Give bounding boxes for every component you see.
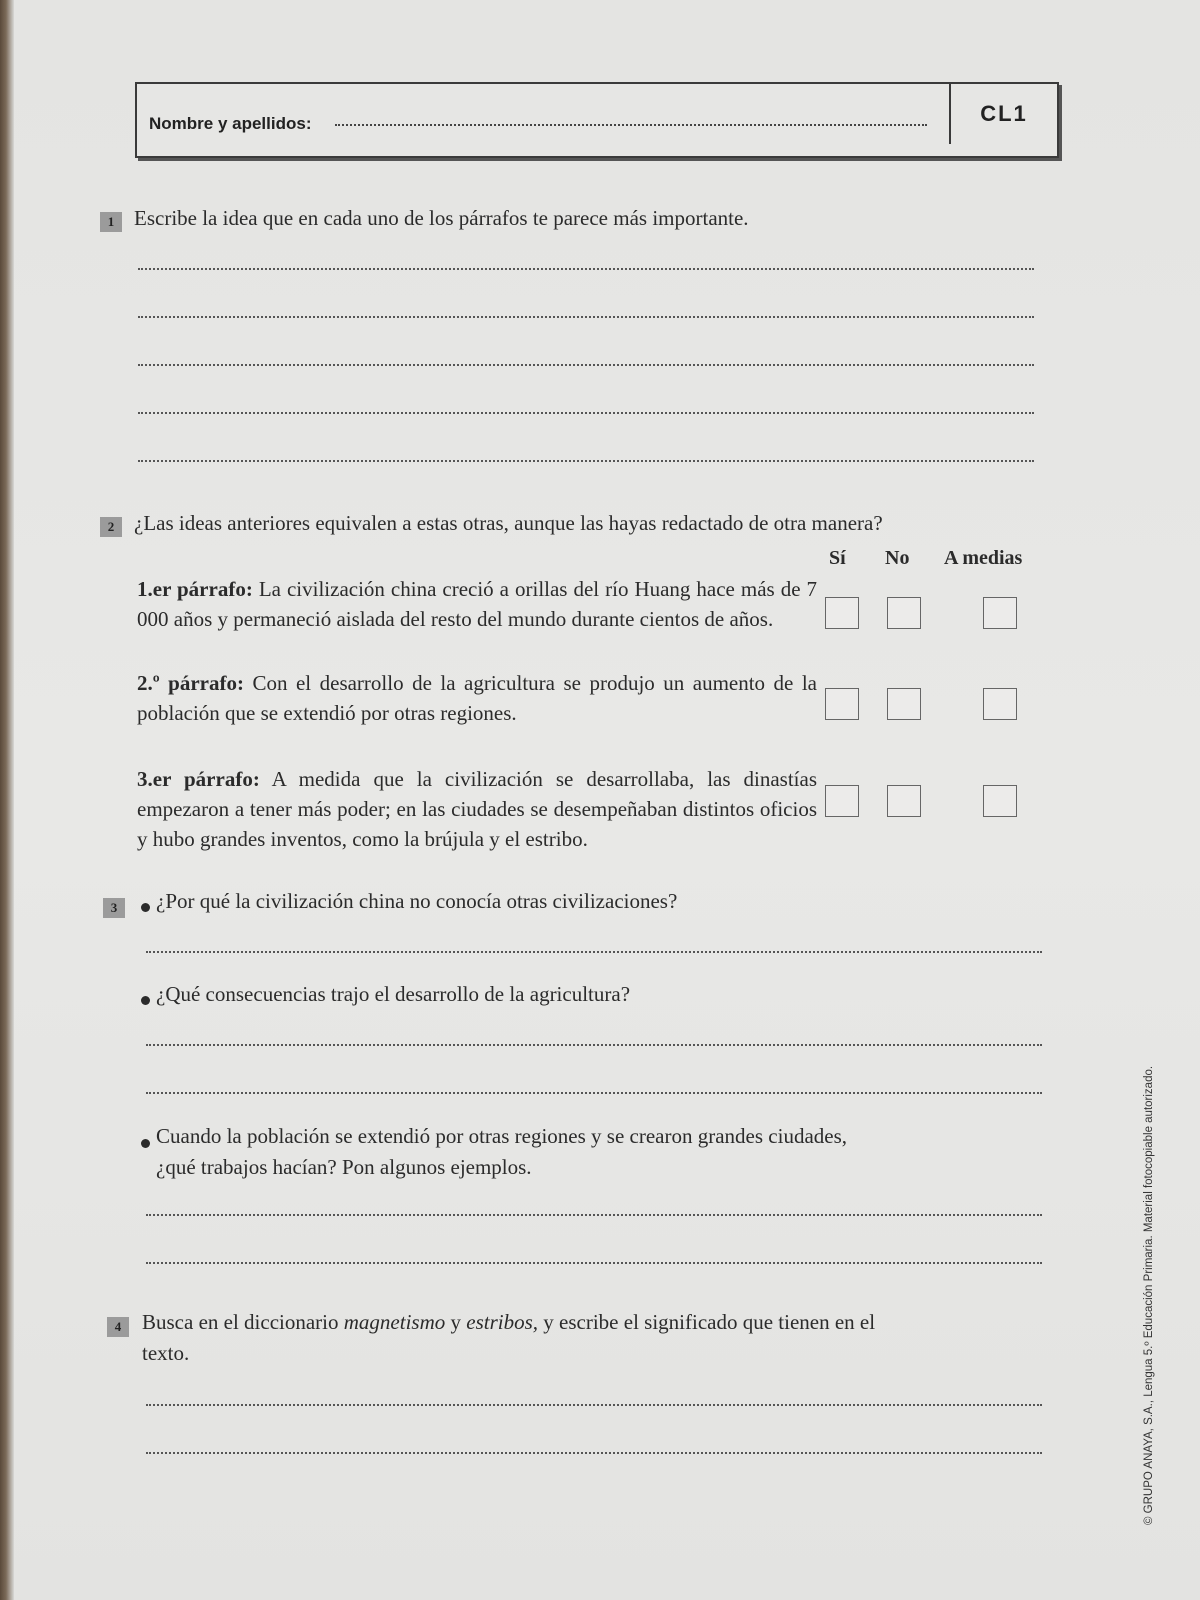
paragraph-1-statement bbox=[137, 574, 817, 634]
q1-answer-line-1[interactable] bbox=[138, 268, 1034, 270]
p3-yes-checkbox[interactable] bbox=[825, 785, 859, 817]
question-3a-text: ¿Por qué la civilización china no conocía otras civilizaciones? bbox=[156, 889, 678, 913]
q1-answer-line-4[interactable] bbox=[138, 412, 1034, 414]
question-1-text: Escribe la idea que en cada uno de los párrafos te parece más importante. bbox=[134, 206, 749, 230]
name-answer-line[interactable] bbox=[335, 124, 927, 126]
paragraph-2-label: 2.º párrafo: bbox=[137, 671, 244, 695]
paragraph-1-text: La civilización china creció a orillas del río Huang hace más de 7 000 años y permaneció aislada del resto del mundo durante cientos de años. bbox=[137, 577, 818, 631]
copyright-note: © GRUPO ANAYA, S.A., Lengua 5.º Educación Primaria. Material fotocopiable autorizado. bbox=[1143, 1065, 1155, 1525]
column-yes: Sí bbox=[829, 547, 846, 569]
bullet-icon bbox=[141, 996, 150, 1005]
question-4-number: 4 bbox=[107, 1317, 129, 1337]
worksheet-code: CL1 bbox=[949, 84, 1057, 144]
paragraph-1-label: 1.er párrafo: bbox=[137, 577, 253, 601]
paragraph-3-statement bbox=[137, 764, 817, 854]
paragraph-2-text: Con el desarrollo de la agricultura se produjo un aumento de la población que se extendió por otras regiones. bbox=[137, 671, 818, 725]
q3b-answer-line-2[interactable] bbox=[146, 1092, 1042, 1094]
question-4-text-line-1 bbox=[142, 1310, 875, 1335]
question-1-number: 1 bbox=[100, 212, 122, 232]
p2-partially-checkbox[interactable] bbox=[983, 688, 1017, 720]
question-2-number: 2 bbox=[100, 517, 122, 537]
question-3c-text-line-2: ¿qué trabajos hacían? Pon algunos ejemplos. bbox=[156, 1155, 532, 1179]
q3b-answer-line-1[interactable] bbox=[146, 1044, 1042, 1046]
student-name-box bbox=[135, 82, 1059, 158]
q4-part-c: y escribe el significado que tienen en el bbox=[538, 1310, 876, 1334]
p1-yes-checkbox[interactable] bbox=[825, 597, 859, 629]
p3-partially-checkbox[interactable] bbox=[983, 785, 1017, 817]
name-label: Nombre y apellidos: bbox=[149, 114, 312, 133]
p2-yes-checkbox[interactable] bbox=[825, 688, 859, 720]
q1-answer-line-5[interactable] bbox=[138, 460, 1034, 462]
p3-no-checkbox[interactable] bbox=[887, 785, 921, 817]
q3c-answer-line-2[interactable] bbox=[146, 1262, 1042, 1264]
q4-answer-line-2[interactable] bbox=[146, 1452, 1042, 1454]
column-no: No bbox=[885, 547, 910, 569]
question-3c-text-line-1: Cuando la población se extendió por otras regiones y se crearon grandes ciudades, bbox=[156, 1124, 848, 1148]
q4-term-estribos: estribos, bbox=[466, 1310, 539, 1334]
q4-part-b: y bbox=[445, 1310, 467, 1334]
q1-answer-line-3[interactable] bbox=[138, 364, 1034, 366]
paragraph-3-label: 3.er párrafo: bbox=[137, 767, 260, 791]
question-4-text-line-2: texto. bbox=[142, 1341, 190, 1365]
paragraph-3-text: A medida que la civilización se desarrollaba, las dinastías empezaron a tener más poder; en las ciudades se desempeñaban distintos oficios y hubo grandes inventos, como la brújula y el estribo. bbox=[137, 767, 818, 851]
bullet-icon bbox=[141, 1139, 150, 1148]
p2-no-checkbox[interactable] bbox=[887, 688, 921, 720]
question-3-number: 3 bbox=[103, 898, 125, 918]
paragraph-2-statement bbox=[137, 668, 817, 728]
column-partially: A medias bbox=[944, 547, 1023, 569]
q4-answer-line-1[interactable] bbox=[146, 1404, 1042, 1406]
bullet-icon bbox=[141, 903, 150, 912]
question-3b-text: ¿Qué consecuencias trajo el desarrollo de la agricultura? bbox=[156, 982, 631, 1006]
question-2-text: ¿Las ideas anteriores equivalen a estas otras, aunque las hayas redactado de otra manera? bbox=[134, 511, 883, 535]
p1-no-checkbox[interactable] bbox=[887, 597, 921, 629]
q4-term-magnetismo: magnetismo bbox=[343, 1310, 446, 1334]
q1-answer-line-2[interactable] bbox=[138, 316, 1034, 318]
q3c-answer-line-1[interactable] bbox=[146, 1214, 1042, 1216]
q4-part-a: Busca en el diccionario bbox=[142, 1310, 344, 1334]
p1-partially-checkbox[interactable] bbox=[983, 597, 1017, 629]
q3a-answer-line[interactable] bbox=[146, 951, 1042, 953]
